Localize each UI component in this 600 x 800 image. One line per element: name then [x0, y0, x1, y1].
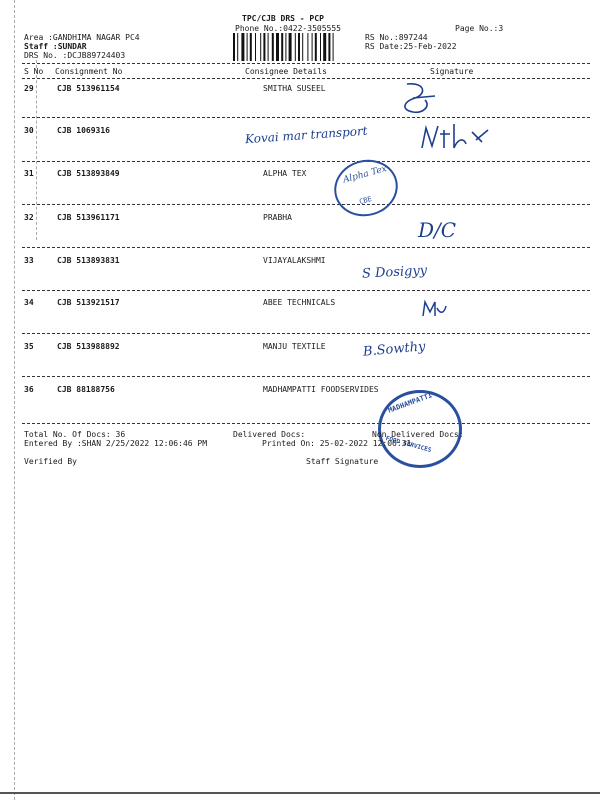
verified-by: Verified By: [24, 457, 77, 466]
page-number: Page No.:3: [455, 24, 504, 33]
scan-margin-line: [14, 0, 15, 800]
madhampatti-stamp: [378, 390, 462, 468]
stamp-text: MADHAMPATTI: [387, 391, 434, 415]
row-sno: 31: [24, 169, 34, 178]
header-divider-bottom: [22, 78, 590, 79]
row-consignment: CJB 1069316: [57, 126, 110, 135]
delivered-docs: Delivered Docs:: [233, 430, 306, 439]
scan-margin-line-2: [36, 60, 37, 240]
phone-number: Phone No.:0422-3505555: [235, 24, 341, 33]
stamp-text: CBE: [358, 195, 373, 207]
row-sno: 30: [24, 126, 34, 135]
row-sno: 32: [24, 213, 34, 222]
row-consignee: MANJU TEXTILE: [263, 342, 326, 351]
printed-on: Printed On: 25-02-2022 12:06:31: [262, 439, 412, 448]
table-bottom-divider: [22, 423, 590, 424]
column-header-sno: S No: [24, 67, 44, 76]
signature-row-34: [420, 298, 450, 320]
staff-signature-label: Staff Signature: [306, 457, 379, 466]
handwritten-consignee-row-30: Kovai mar transport: [244, 123, 368, 147]
row-consignment: CJB 513893831: [57, 256, 120, 265]
row-divider: [22, 333, 590, 334]
column-header-signature: Signature: [430, 67, 474, 76]
area-field: Area :GANDHIMA NAGAR PC4: [24, 33, 140, 42]
row-sno: 29: [24, 84, 34, 93]
row-consignment: CJB 513961171: [57, 213, 120, 222]
row-consignment: CJB 513961154: [57, 84, 120, 93]
handwritten-signature-row-33: S Dosigyy: [361, 263, 428, 282]
rs-number: RS No.:897244: [365, 33, 428, 42]
row-consignee: MADHAMPATTI FOODSERVIDES: [263, 385, 379, 394]
row-sno: 36: [24, 385, 34, 394]
row-consignee: ALPHA TEX: [263, 169, 307, 178]
drs-number: DRS No. :DCJB89724403: [24, 51, 126, 60]
total-docs: Total No. Of Docs: 36: [24, 430, 126, 439]
header-divider-top: [22, 63, 590, 64]
row-consignee: PRABHA: [263, 213, 292, 222]
row-consignee: SMITHA SUSEEL: [263, 84, 326, 93]
signature-row-29: [395, 80, 445, 120]
row-consignment: CJB 88188756: [57, 385, 115, 394]
rs-date: RS Date:25-Feb-2022: [365, 42, 457, 51]
row-consignment: CJB 513988892: [57, 342, 120, 351]
alpha-tex-stamp: [328, 153, 404, 224]
column-header-consignment: Consignment No: [55, 67, 123, 76]
handwritten-signature-row-35: B.Sowthy: [362, 339, 427, 360]
scan-bottom-edge: [0, 792, 600, 794]
document-title: TPC/CJB DRS - PCP: [242, 14, 324, 23]
row-sno: 33: [24, 256, 34, 265]
row-consignee: VIJAYALAKSHMI: [263, 256, 326, 265]
stamp-text: FOOD SERVICES: [384, 435, 433, 454]
row-divider: [22, 247, 590, 248]
row-consignment: CJB 513893849: [57, 169, 120, 178]
row-consignee: ABEE TECHNICALS: [263, 298, 336, 307]
row-divider: [22, 376, 590, 377]
staff-field: Staff :SUNDAR: [24, 42, 87, 51]
row-divider: [22, 161, 590, 162]
row-sno: 34: [24, 298, 34, 307]
stamp-text: Alpha Tex: [342, 164, 388, 186]
handwritten-signature-row-32: D/C: [418, 218, 457, 242]
row-consignment: CJB 513921517: [57, 298, 120, 307]
row-divider: [22, 290, 590, 291]
row-divider: [22, 117, 590, 118]
entered-by: Entered By :SHAN 2/25/2022 12:06:46 PM: [24, 439, 208, 448]
row-divider: [22, 204, 590, 205]
non-delivered-docs: Non Delivered Docs:: [372, 430, 464, 439]
row-sno: 35: [24, 342, 34, 351]
column-header-consignee: Consignee Details: [245, 67, 327, 76]
signature-row-30: [418, 118, 498, 154]
barcode-image: [233, 33, 359, 61]
